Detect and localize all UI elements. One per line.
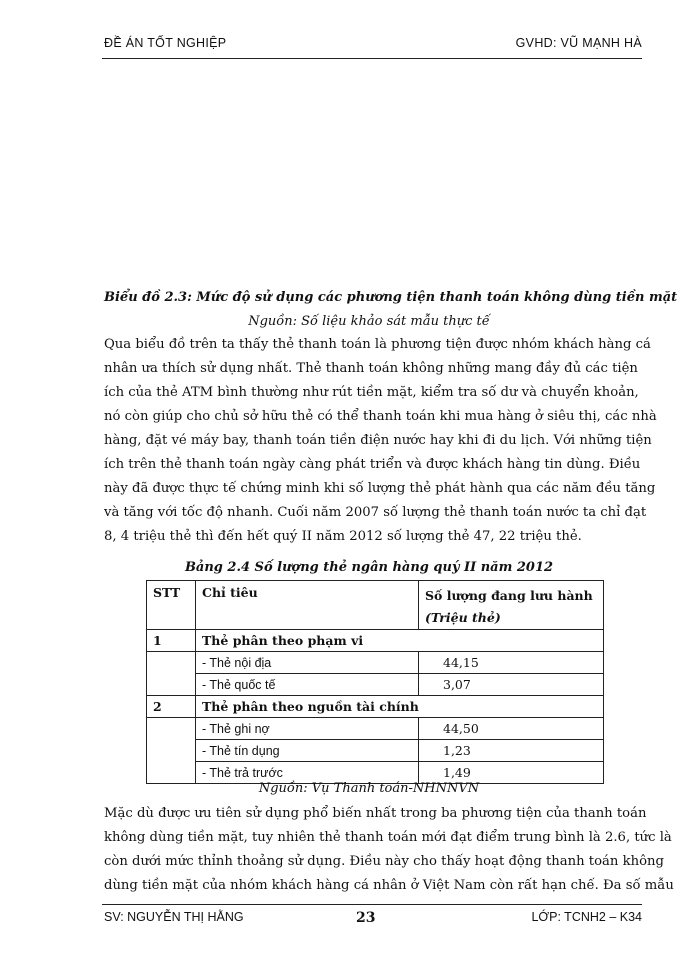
footer-rule	[102, 904, 642, 905]
row-value: 1,49	[419, 762, 604, 784]
table-row	[147, 652, 604, 674]
section-title: Thẻ phân theo phạm vi	[196, 630, 604, 652]
header-left: ĐỀ ÁN TỐT NGHIỆP	[104, 36, 227, 50]
table-row	[147, 674, 604, 696]
table-section-row	[147, 630, 604, 652]
stt-cell	[147, 652, 196, 674]
paragraph-line: nó còn giúp cho chủ sở hữu thẻ có thể thanh toán khi mua hàng ở siêu thị, các nhà	[104, 409, 657, 424]
row-label: - Thẻ trả trước	[196, 762, 419, 784]
card-count-table	[146, 580, 604, 784]
table-source: Nguồn: Vụ Thanh toán-NHNNVN	[258, 781, 480, 796]
row-value: 44,15	[419, 652, 604, 674]
table-section-row	[147, 696, 604, 718]
row-label: - Thẻ nội địa	[196, 652, 419, 674]
chart-caption: Biểu đồ 2.3: Mức độ sử dụng các phương tiện thanh toán không dùng tiền mặt	[104, 290, 678, 305]
paragraph-line: còn dưới mức thỉnh thoảng sử dụng. Điều này cho thấy hoạt động thanh toán không	[104, 854, 664, 869]
header-rule	[102, 58, 642, 59]
paragraph-line: hàng, đặt vé máy bay, thanh toán tiền điện nước hay khi đi du lịch. Với những tiện	[104, 433, 652, 448]
footer-student: SV: NGUYỄN THỊ HẰNG	[104, 910, 244, 924]
paragraph-line: và tăng với tốc độ nhanh. Cuối năm 2007 số lượng thẻ thanh toán nước ta chỉ đạt	[104, 505, 647, 520]
paragraph-line: không dùng tiền mặt, tuy nhiên thẻ thanh toán mới đạt điểm trung bình là 2.6, tức là	[104, 830, 672, 845]
stt-cell	[147, 740, 196, 762]
paragraph-line: nhân ưa thích sử dụng nhất. Thẻ thanh toán không những mang đầy đủ các tiện	[104, 361, 638, 376]
paragraph-line: này đã được thực tế chứng minh khi số lượng thẻ phát hành qua các năm đều tăng	[104, 481, 656, 496]
header-indicator: Chỉ tiêu	[196, 581, 419, 630]
header-unit: (Triệu thẻ)	[425, 610, 501, 625]
footer-class: LỚP: TCNH2 – K34	[531, 910, 642, 924]
paragraph-line: 8, 4 triệu thẻ thì đến hết quý II năm 2012 số lượng thẻ 47, 22 triệu thẻ.	[104, 529, 582, 544]
table-title: Bảng 2.4 Số lượng thẻ ngân hàng quý II năm 2012	[184, 560, 554, 575]
paragraph-line: ích của thẻ ATM bình thường như rút tiền mặt, kiểm tra số dư và chuyển khoản,	[104, 385, 639, 400]
section-title: Thẻ phân theo nguồn tài chính	[196, 696, 604, 718]
row-value: 44,50	[419, 718, 604, 740]
header-amount-label: Số lượng đang lưu hành	[425, 588, 593, 603]
row-label: - Thẻ ghi nợ	[196, 718, 419, 740]
row-label: - Thẻ tín dụng	[196, 740, 419, 762]
chart-source: Nguồn: Số liệu khảo sát mẫu thực tế	[248, 314, 490, 329]
section-stt: 1	[147, 630, 196, 652]
header-right: GVHD: VŨ MẠNH HÀ	[515, 36, 642, 50]
row-value: 3,07	[419, 674, 604, 696]
table-header-row	[147, 581, 604, 630]
section-stt: 2	[147, 696, 196, 718]
paragraph-2	[104, 802, 674, 898]
paragraph-line: Qua biểu đồ trên ta thấy thẻ thanh toán là phương tiện được nhóm khách hàng cá	[104, 337, 651, 352]
table-row	[147, 718, 604, 740]
header-amount	[419, 581, 604, 630]
header-stt: STT	[147, 581, 196, 630]
paragraph-line: ích trên thẻ thanh toán ngày càng phát triển và được khách hàng tin dùng. Điều	[104, 457, 641, 472]
table-row	[147, 740, 604, 762]
paragraph-line: dùng tiền mặt của nhóm khách hàng cá nhân ở Việt Nam còn rất hạn chế. Đa số mẫu	[104, 878, 674, 893]
page-number: 23	[356, 910, 376, 926]
paragraph-line: Mặc dù được ưu tiên sử dụng phổ biến nhất trong ba phương tiện của thanh toán	[104, 806, 647, 821]
stt-cell	[147, 674, 196, 696]
stt-cell	[147, 718, 196, 740]
paragraph-1	[104, 333, 657, 549]
row-value: 1,23	[419, 740, 604, 762]
row-label: - Thẻ quốc tế	[196, 674, 419, 696]
